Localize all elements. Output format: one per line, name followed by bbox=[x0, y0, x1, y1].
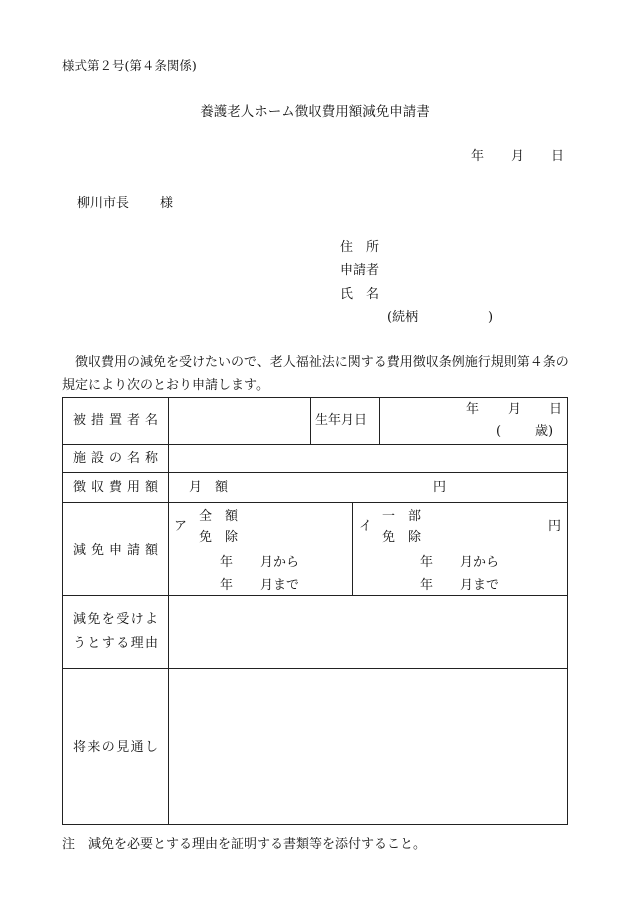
monthly-amount-label: 月 額 bbox=[189, 480, 229, 495]
dob-label: 生年月日 bbox=[315, 413, 368, 428]
option-b-from: 月から bbox=[460, 555, 500, 570]
application-table bbox=[62, 397, 568, 825]
addressee-honorific: 様 bbox=[160, 196, 174, 211]
date-year-label: 年 bbox=[471, 149, 485, 164]
outlook-label: 将来の見通し bbox=[73, 740, 158, 755]
option-a-from: 月から bbox=[260, 555, 300, 570]
option-b-line1: 一 部 bbox=[382, 509, 422, 524]
age-open: ( bbox=[496, 424, 502, 439]
intro-paragraph: 徴収費用の減免を受けたいので、老人福祉法に関する費用徴収条例施行規則第４条の規定により次のとおり申請します。 bbox=[62, 355, 569, 393]
option-a-from-year: 年 bbox=[220, 555, 234, 570]
fee-amount-label: 徴収費用額 bbox=[73, 480, 158, 495]
addressee: 柳川市長 bbox=[77, 196, 130, 211]
option-b-from-year: 年 bbox=[420, 555, 434, 570]
reduction-amount-label: 減免申請額 bbox=[73, 543, 158, 558]
age-unit: 歳) bbox=[535, 424, 554, 439]
reason-label-line2: うとする理由 bbox=[73, 636, 158, 651]
dob-month: 月 bbox=[508, 402, 522, 417]
relation-open: (続柄 bbox=[387, 310, 419, 325]
fee-yen-unit: 円 bbox=[433, 480, 447, 495]
date-day-label: 日 bbox=[551, 149, 565, 164]
dob-day: 日 bbox=[549, 402, 563, 417]
option-a-line2: 免 除 bbox=[199, 530, 239, 545]
form-number: 様式第２号(第４条関係) bbox=[62, 58, 197, 73]
option-a-mark: ア bbox=[174, 519, 188, 534]
option-b-yen-unit: 円 bbox=[548, 519, 562, 534]
option-a-line1: 全 額 bbox=[199, 509, 239, 524]
facility-name-label: 施設の名称 bbox=[73, 451, 158, 466]
option-a-to: 月まで bbox=[260, 578, 300, 593]
reason-label-line1: 減免を受けよ bbox=[73, 612, 158, 627]
option-a-to-year: 年 bbox=[220, 578, 234, 593]
dob-year: 年 bbox=[466, 402, 480, 417]
option-b-line2: 免 除 bbox=[382, 530, 422, 545]
option-b-to-year: 年 bbox=[420, 578, 434, 593]
option-b-to: 月まで bbox=[460, 578, 500, 593]
date-month-label: 月 bbox=[511, 149, 525, 164]
footnote: 注 減免を必要とする理由を証明する書類等を添付すること。 bbox=[62, 837, 427, 852]
document-title: 養護老人ホーム徴収費用額減免申請書 bbox=[200, 104, 430, 120]
relation-close: ) bbox=[488, 310, 494, 325]
applicant-address-label: 住 所 bbox=[340, 240, 380, 255]
option-b-mark: イ bbox=[359, 519, 373, 534]
target-person-label: 被措置者名 bbox=[73, 413, 158, 428]
applicant-label: 申請者 bbox=[340, 263, 380, 278]
applicant-name-label: 氏 名 bbox=[340, 287, 380, 302]
